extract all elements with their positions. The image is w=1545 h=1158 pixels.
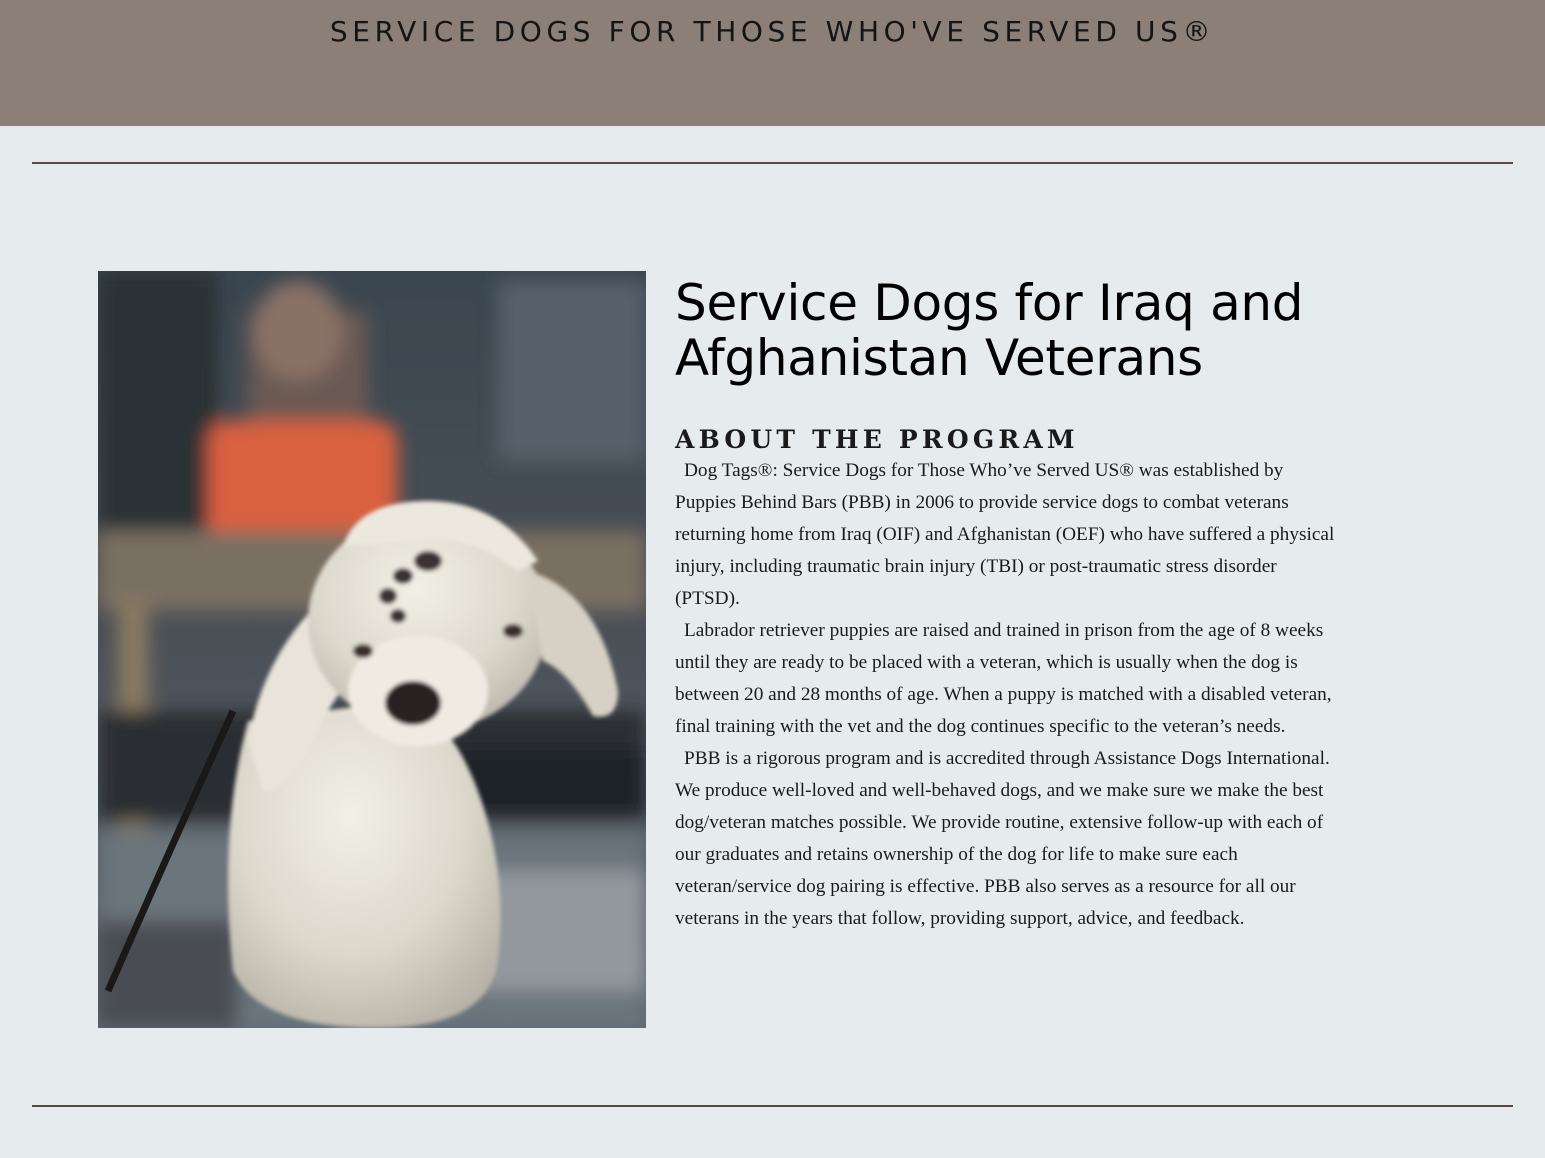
paragraph-training: Labrador retriever puppies are raised and trained in prison from the age of 8 weeks until they are ready to be placed with a veteran, which is usually when the dog is between 20 and 28 months of age. When a puppy is matched with a disabled veteran, final training with the vet and the dog continues specific to the veteran’s needs. — [675, 620, 1332, 737]
program-content — [675, 276, 1345, 935]
program-description — [675, 455, 1345, 935]
paragraph-established: Dog Tags®: Service Dogs for Those Who’ve Served US® was established by Puppies Behind Bars (PBB) in 2006 to provide service dogs to combat veterans returning home from Iraq (OIF) and Afghanistan (OEF) who have suffered a physical injury, including traumatic brain injury (TBI) or post-traumatic stress disorder (PTSD). — [675, 460, 1335, 609]
section-heading: ABOUT THE PROGRAM — [675, 425, 1079, 454]
site-tagline: SERVICE DOGS FOR THOSE WHO'VE SERVED US® — [329, 15, 1216, 48]
bottom-divider — [32, 1105, 1513, 1107]
saluting-puppy-photo — [98, 271, 646, 1028]
paragraph-accreditation: PBB is a rigorous program and is accredited through Assistance Dogs International. We produce well-loved and well-behaved dogs, and we make sure we make the best dog/veteran matches possible. We provide routine, extensive follow-up with each of our graduates and retains ownership of the dog for life to make sure each veteran/service dog pairing is effective. PBB also serves as a resource for all our veterans in the years that follow, providing support, advice, and feedback. — [675, 748, 1330, 929]
top-banner — [0, 0, 1545, 126]
top-divider — [32, 162, 1513, 164]
page-title: Service Dogs for Iraq and Afghanistan Veterans — [675, 274, 1304, 387]
